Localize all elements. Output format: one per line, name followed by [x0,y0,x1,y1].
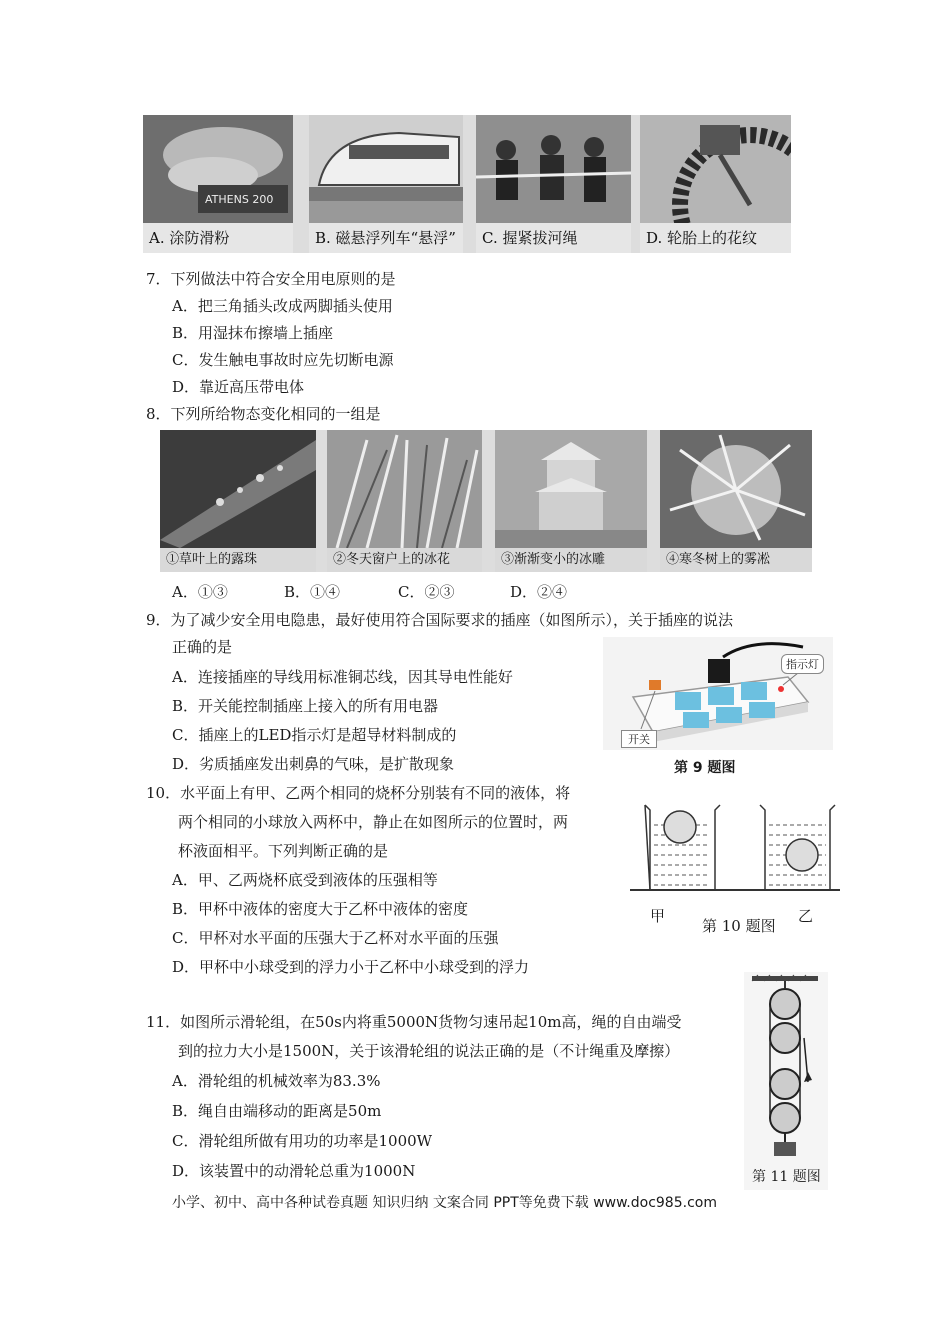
label-indicator-light: 指示灯 [781,654,824,674]
caption-c: C. 握紧拔河绳 [476,223,631,253]
q10-figure [630,795,840,945]
photo-ice-sculpture [495,430,647,572]
q10-option-d: D．甲杯中小球受到的浮力小于乙杯中小球受到的浮力 [172,958,530,976]
q7-option-c: C．发生触电事故时应先切断电源 [172,351,394,369]
q10-figure-label: 第 10 题图 [702,917,776,935]
label-yi: 乙 [798,907,814,925]
caption-ice: ③渐渐变小的冰雕 [495,548,647,572]
label-jia: 甲 [650,907,666,925]
caption-frost: ②冬天窗户上的冰花 [327,548,482,572]
q10-option-c: C．甲杯对水平面的压强大于乙杯对水平面的压强 [172,929,499,947]
photo-tire-tread [640,115,791,253]
label-switch: 开关 [621,730,657,748]
photo-window-frost [327,430,482,572]
photo-maglev-train [309,115,463,253]
q8-stem: 8．下列所给物态变化相同的一组是 [146,405,381,423]
q9-stem-line2: 正确的是 [172,638,233,656]
q11-option-a: A．滑轮组的机械效率为83.3% [172,1072,381,1090]
q9-stem-line1: 9．为了减少安全用电隐患，最好使用符合国际要求的插座（如图所示），关于插座的说法 [146,611,734,629]
q9-option-b: B．开关能控制插座上接入的所有用电器 [172,697,439,715]
q8-option-b: B．①④ [284,583,341,601]
q10-stem-line2: 两个相同的小球放入两杯中，静止在如图所示的位置时，两 [178,813,569,831]
q11-option-c: C．滑轮组所做有用功的功率是1000W [172,1132,433,1150]
pulley-system-illustration [744,972,828,1162]
photo-tug-of-war [476,115,631,253]
q9-option-c: C．插座上的LED指示灯是超导材料制成的 [172,726,457,744]
q6-image-strip [143,115,791,253]
q10-option-a: A．甲、乙两烧杯底受到液体的压强相等 [172,871,438,889]
q10-stem-line3: 杯液面相平。下列判断正确的是 [178,842,389,860]
caption-a: A. 涂防滑粉 [143,223,293,253]
caption-b: B. 磁悬浮列车“悬浮” [309,223,463,253]
q7-option-b: B．用湿抹布擦墙上插座 [172,324,334,342]
q11-option-d: D．该装置中的动滑轮总重为1000N [172,1162,416,1180]
q8-option-a: A．①③ [172,583,228,601]
q11-stem-line1: 11．如图所示滑轮组，在50s内将重5000N货物匀速吊起10m高，绳的自由端受 [146,1013,682,1031]
q7-option-a: A．把三角插头改成两脚插头使用 [172,297,393,315]
q9-figure [603,637,833,750]
q9-option-d: D．劣质插座发出刺鼻的气味，是扩散现象 [172,755,455,773]
q11-figure-label: 第 11 题图 [752,1169,821,1185]
q8-image-strip [160,430,812,572]
beakers-illustration [630,795,840,905]
q8-option-c: C．②③ [398,583,455,601]
photo-anti-slip-powder [143,115,293,253]
photo-rime [660,430,812,572]
photo-dew [160,430,316,572]
q7-option-d: D．靠近高压带电体 [172,378,305,396]
q11-stem-line2: 到的拉力大小是1500N，关于该滑轮组的说法正确的是（不计绳重及摩擦） [178,1042,680,1060]
q8-option-d: D．②④ [510,583,568,601]
q9-option-a: A．连接插座的导线用标准铜芯线，因其导电性能好 [172,668,513,686]
sign-text: ATHENS 200 [205,193,274,206]
q9-figure-label: 第 9 题图 [674,760,736,776]
q11-figure [744,972,828,1190]
caption-rime: ④寒冬树上的雾凇 [660,548,812,572]
caption-d: D. 轮胎上的花纹 [640,223,791,253]
q7-stem: 7．下列做法中符合安全用电原则的是 [146,270,396,288]
q10-stem-line1: 10．水平面上有甲、乙两个相同的烧杯分别装有不同的液体，将 [146,784,571,802]
q11-option-b: B．绳自由端移动的距离是50m [172,1102,382,1120]
q10-option-b: B．甲杯中液体的密度大于乙杯中液体的密度 [172,900,469,918]
page-footer: 小学、初中、高中各种试卷真题 知识归纳 文案合同 PPT等免费下载 www.doc985.com [172,1195,717,1211]
caption-dew: ①草叶上的露珠 [160,548,316,572]
